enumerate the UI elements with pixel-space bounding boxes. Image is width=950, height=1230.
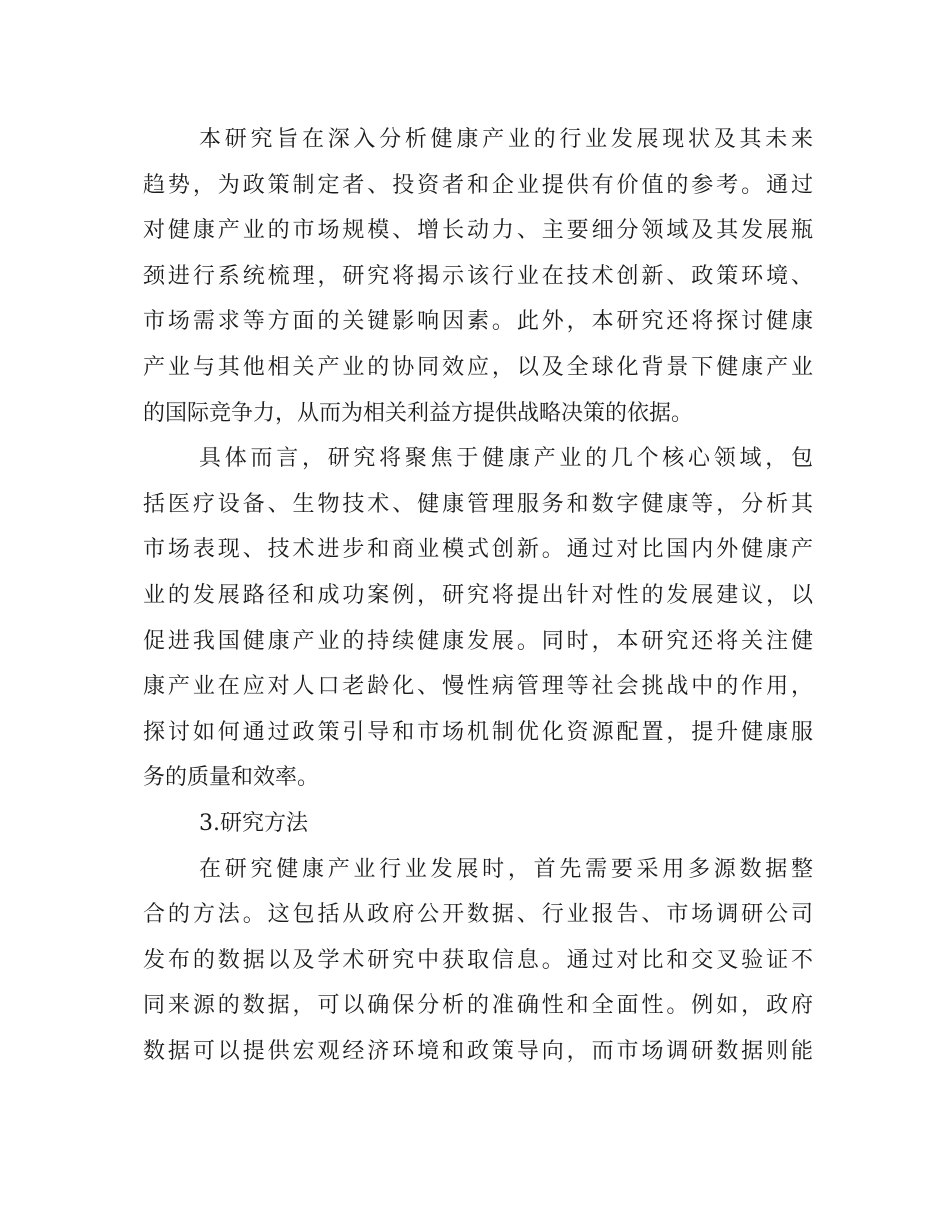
- text-line: 发布的数据以及学术研究中获取信息。通过对比和交叉验证不: [143, 947, 813, 973]
- text-line: 促进我国健康产业的持续健康发展。同时，本研究还将关注健: [143, 628, 813, 654]
- text-line: 务的质量和效率。: [143, 765, 320, 791]
- section-heading: [143, 801, 813, 847]
- text-line: 括医疗设备、生物技术、健康管理服务和数字健康等，分析其: [143, 491, 813, 517]
- document-body: [143, 117, 813, 1074]
- text-line: 的国际竞争力，从而为相关利益方提供战略决策的依据。: [143, 400, 694, 426]
- text-line: 产业与其他相关产业的协同效应，以及全球化背景下健康产业: [143, 354, 813, 380]
- paragraph-3: [143, 847, 813, 1075]
- paragraph-1: [143, 117, 813, 436]
- text-line: 颈进行系统梳理，研究将揭示该行业在技术创新、政策环境、: [143, 263, 813, 289]
- text-line: 趋势，为政策制定者、投资者和企业提供有价值的参考。通过: [143, 172, 813, 198]
- text-line: 具体而言，研究将聚焦于健康产业的几个核心领域，包: [199, 446, 813, 472]
- text-line: 数据可以提供宏观经济环境和政策导向，而市场调研数据则能: [143, 1038, 813, 1064]
- text-line: 同来源的数据，可以确保分析的准确性和全面性。例如，政府: [143, 993, 813, 1019]
- text-line: 探讨如何通过政策引导和市场机制优化资源配置，提升健康服: [143, 719, 813, 745]
- text-line: 康产业在应对人口老龄化、慢性病管理等社会挑战中的作用，: [143, 674, 813, 700]
- text-line: 本研究旨在深入分析健康产业的行业发展现状及其未来: [199, 127, 813, 152]
- text-line: 市场表现、技术进步和商业模式创新。通过对比国内外健康产: [143, 537, 813, 563]
- section-title: 3.研究方法: [199, 810, 308, 836]
- paragraph-2: [143, 436, 813, 801]
- text-line: 业的发展路径和成功案例，研究将提出针对性的发展建议，以: [143, 582, 813, 608]
- text-line: 合的方法。这包括从政府公开数据、行业报告、市场调研公司: [143, 902, 813, 928]
- text-line: 市场需求等方面的关键影响因素。此外，本研究还将探讨健康: [143, 309, 813, 335]
- text-line: 在研究健康产业行业发展时，首先需要采用多源数据整: [199, 856, 813, 882]
- text-line: 对健康产业的市场规模、增长动力、主要细分领域及其发展瓶: [143, 218, 813, 244]
